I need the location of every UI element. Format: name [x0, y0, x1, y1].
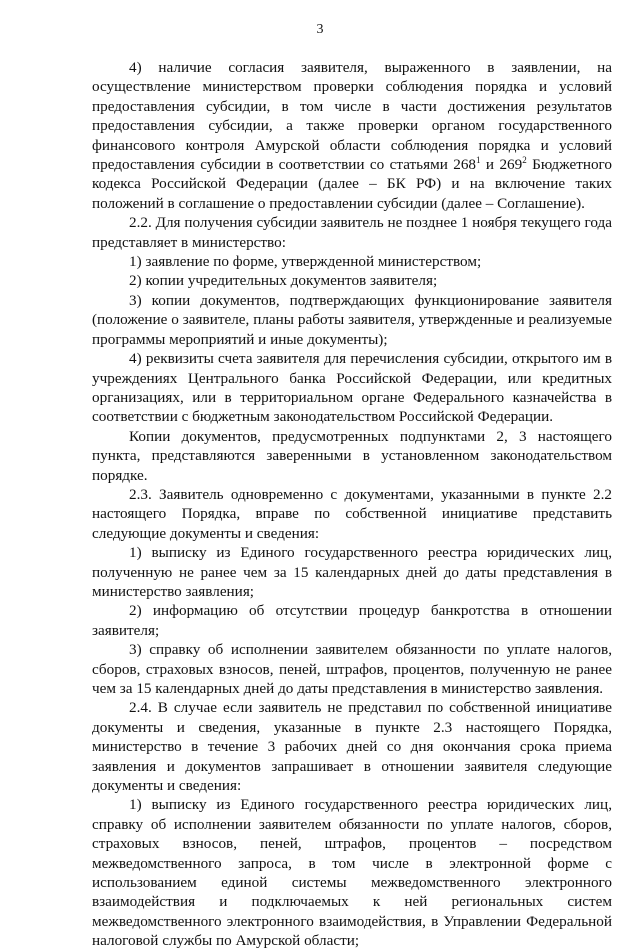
document-body	[92, 58, 612, 951]
paragraph-1	[92, 58, 612, 213]
list-item-2-3-1: 1) выписку из Единого государственного реестра юридических лиц, полученную не ранее чем за 15 календарных дней до даты представления в министерство заявления;	[92, 544, 612, 600]
list-item-2-2-3: 3) копии документов, подтверждающих функционирование заявителя (положение о заявителе, планы работы заявителя, утвержденные и реализуемые программы мероприятий и иные документы);	[92, 291, 612, 348]
footnote-ref-1: 1	[476, 154, 481, 165]
paragraph-1-tail: Бюджетного кодекса Российской Федерации (далее – БК РФ) и на включение таких положений в соглашение о предоставлении субсидии (далее – Соглашение).	[92, 156, 612, 212]
list-item-2-2-1: 1) заявление по форме, утвержденной министерством;	[129, 253, 482, 271]
paragraph-1-text: 4) наличие согласия заявителя, выраженного в заявлении, на осуществление министерством проверки соблюдения порядка и условий предоставления субсидии, в том числе в части достижения результатов предоставления субсидии, а также проверки органом государственного финансового контроля Амурской области соблюдения порядка и условий предоставления субсидии в соответствии со статьями 268	[92, 59, 612, 174]
paragraph-2-2: 2.2. Для получения субсидии заявитель не позднее 1 ноября текущего года представляет в министерство:	[92, 214, 612, 251]
list-item-2-2-2: 2) копии учредительных документов заявителя;	[129, 272, 438, 290]
paragraph-2-4: 2.4. В случае если заявитель не представил по собственной инициативе документы и сведения, указанные в пункте 2.3 настоящего Порядка, министерство в течение 3 рабочих дней со дня окончания срока приема заявления и документов запрашивает в отношении заявителя следующие документы и сведения:	[92, 699, 612, 795]
list-item-2-3-2: 2) информацию об отсутствии процедур банкротства в отношении заявителя;	[92, 602, 612, 639]
list-item-2-4-1: 1) выписку из Единого государственного реестра юридических лиц, справку об исполнении заявителем обязанности по уплате налогов, сборов, страховых взносов, пеней, штрафов, процентов – посредством межведомственного запроса, в том числе в электронной форме с использованием единой системы межведомственного электронного взаимодействия и подключаемых к ней региональных систем межведомственного электронного взаимодействия, в Управлении Федеральной налоговой службы по Амурской области;	[92, 796, 612, 950]
paragraph-2-3: 2.3. Заявитель одновременно с документами, указанными в пункте 2.2 настоящего Порядка, вправе по собственной инициативе представить следующие документы и сведения:	[92, 485, 612, 542]
paragraph-1-mid: и 269	[480, 156, 523, 174]
footnote-ref-2: 2	[522, 154, 527, 165]
page-number: 3	[316, 22, 324, 37]
list-item-2-2-4: 4) реквизиты счета заявителя для перечисления субсидии, открытого им в учреждениях Центрального банка Российской Федерации, или кредитных организациях, или в территориальном органе Федерального казначейства в соответствии с бюджетным законодательством Российской Федерации.	[92, 350, 612, 426]
paragraph-copies: Копии документов, предусмотренных подпунктами 2, 3 настоящего пункта, представляются заверенными в установленном законодательством порядке.	[92, 427, 612, 484]
list-item-2-3-3: 3) справку об исполнении заявителем обязанности по уплате налогов, сборов, страховых взносов, пеней, штрафов, процентов, полученную не ранее чем за 15 календарных дней до даты представления в министерство заявления.	[92, 641, 612, 697]
